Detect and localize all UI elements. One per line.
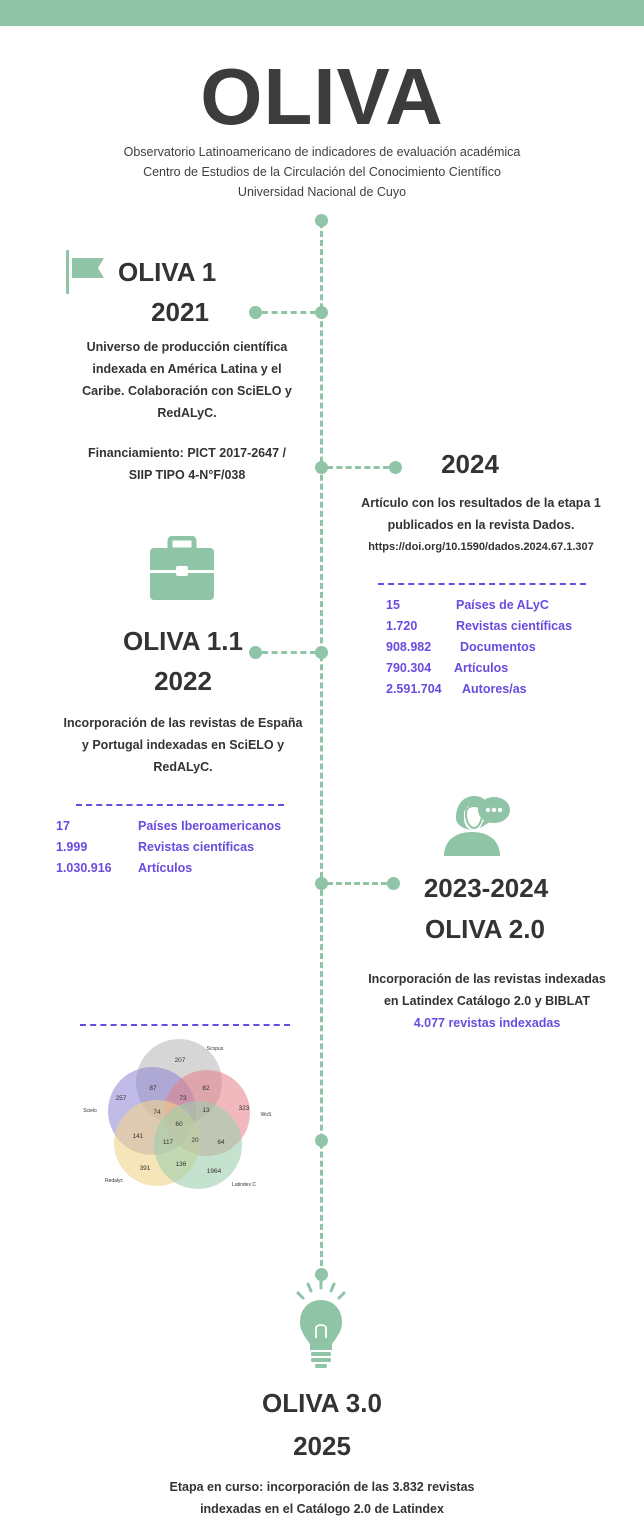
oliva1-fund-1: Financiamiento: PICT 2017-2647 / [88, 446, 286, 460]
stat-label: Revistas científicas [138, 840, 255, 854]
venn-label-scopus: Scopus [206, 1046, 224, 1052]
oliva1-desc-3: Caribe. Colaboración con SciELO y [82, 384, 292, 398]
venn-label-scielo: Scielo [83, 1108, 97, 1114]
subtitle-line-3: Universidad Nacional de Cuyo [237, 185, 407, 199]
venn-value: 323 [238, 1105, 250, 1112]
oliva11-stats [56, 819, 306, 882]
stat-num: 1.030.916 [56, 861, 112, 875]
stat-row [386, 682, 616, 703]
venn-value: 87 [149, 1085, 157, 1092]
top-bar [0, 0, 644, 26]
oliva1-desc-4: RedALyC. [157, 406, 217, 420]
stat-num: 17 [56, 819, 70, 833]
timeline-dot-start [315, 214, 328, 227]
oliva30-year: 2025 [293, 1431, 351, 1461]
subtitle-line-1: Observatorio Latinoamericano de indicadores de evaluación académica [123, 145, 521, 159]
venn-value: 74 [153, 1109, 161, 1116]
y2024-desc-1: Artículo con los resultados de la etapa 1 [361, 496, 601, 510]
oliva30-title: OLIVA 3.0 [262, 1388, 382, 1418]
venn-value: 117 [162, 1139, 174, 1146]
stat-row [386, 640, 616, 661]
oliva11-year: 2022 [154, 666, 212, 696]
oliva11-desc-3: RedALyC. [153, 760, 213, 774]
stat-label: Artículos [138, 861, 193, 875]
oliva11-desc-2: y Portugal indexadas en SciELO y [81, 738, 285, 752]
oliva11-description [38, 712, 328, 778]
connector-2022 [262, 651, 316, 654]
stat-num: 2.591.704 [386, 682, 442, 696]
stat-num: 790.304 [386, 661, 432, 675]
venn-value: 207 [174, 1057, 186, 1064]
venn-value: 141 [132, 1133, 144, 1140]
venn-value: 64 [217, 1139, 225, 1146]
year-2024: 2024 [441, 449, 499, 479]
stat-label: Países de ALyC [456, 598, 549, 612]
stat-num: 1.999 [56, 840, 88, 854]
venn-value: 136 [175, 1161, 187, 1168]
venn-label-redalyc: Redalyc [104, 1178, 124, 1184]
y2024-description [336, 492, 626, 558]
stat-num: 1.720 [386, 619, 418, 633]
oliva20-highlight: 4.077 revistas indexadas [413, 1016, 561, 1030]
oliva1-desc-1: Universo de producción científica [86, 340, 288, 354]
oliva11-title: OLIVA 1.1 [123, 626, 243, 656]
venn-label-wos: WoS [260, 1112, 272, 1118]
y2024-stats [386, 598, 616, 703]
subtitle-line-2: Centro de Estudios de la Circulación del Conocimiento Científico [143, 165, 501, 179]
divider-venn [80, 1024, 290, 1026]
timeline-dot-2022 [315, 646, 328, 659]
oliva30-description [142, 1476, 502, 1520]
venn-value: 391 [139, 1165, 151, 1172]
stat-label: Documentos [460, 640, 536, 654]
oliva30-desc-1: Etapa en curso: incorporación de las 3.832 revistas [169, 1480, 475, 1494]
y2024-desc-2: publicados en la revista Dados. [387, 518, 575, 532]
venn-value: 82 [202, 1085, 210, 1092]
venn-value: 1964 [206, 1168, 222, 1175]
oliva1-funding [52, 442, 322, 486]
oliva20-description [338, 968, 636, 1034]
page-title: OLIVA [200, 52, 444, 141]
lightbulb-icon [292, 1278, 352, 1370]
stat-row [386, 619, 616, 640]
stat-row [56, 840, 306, 861]
divider-2022 [76, 804, 284, 806]
connector-dot-2021 [249, 306, 262, 319]
connector-dot-2023 [387, 877, 400, 890]
timeline-dot-venn [315, 1134, 328, 1147]
oliva20-title: OLIVA 2.0 [425, 914, 545, 944]
stat-num: 908.982 [386, 640, 432, 654]
stat-row [386, 598, 616, 619]
oliva1-fund-2: SIIP TIPO 4-N°F/038 [128, 468, 246, 482]
oliva1-desc-2: indexada en América Latina y el [92, 362, 282, 376]
stat-label: Artículos [454, 661, 509, 675]
flag-icon [64, 248, 108, 296]
venn-value: 13 [202, 1107, 210, 1114]
user-chat-icon [442, 792, 512, 858]
connector-2021 [262, 311, 316, 314]
y2024-doi: https://doi.org/10.1590/dados.2024.67.1.307 [368, 541, 594, 553]
connector-2024 [327, 466, 389, 469]
connector-2023 [327, 882, 387, 885]
oliva20-desc-1: Incorporación de las revistas indexadas [368, 972, 606, 986]
oliva11-desc-1: Incorporación de las revistas de España [63, 716, 303, 730]
oliva1-description [52, 336, 322, 424]
venn-value: 20 [191, 1137, 199, 1144]
divider-2024 [378, 583, 586, 585]
stat-row [56, 861, 306, 882]
stat-row [386, 661, 616, 682]
connector-dot-2024 [389, 461, 402, 474]
stat-label: Revistas científicas [456, 619, 573, 633]
oliva20-years: 2023-2024 [423, 873, 549, 903]
stat-label: Países Iberoamericanos [138, 819, 282, 833]
venn-value: 60 [175, 1121, 183, 1128]
oliva20-desc-2: en Latindex Catálogo 2.0 y BIBLAT [383, 994, 591, 1008]
timeline-dot-2021 [315, 306, 328, 319]
briefcase-icon [148, 536, 216, 602]
oliva1-year: 2021 [151, 297, 209, 327]
stat-num: 15 [386, 598, 400, 612]
stat-label: Autores/as [462, 682, 527, 696]
venn-label-latindex: Latindex C [232, 1182, 256, 1188]
oliva1-title: OLIVA 1 [118, 257, 217, 287]
stat-row [56, 819, 306, 840]
venn-diagram [78, 1036, 278, 1200]
venn-value: 257 [115, 1095, 127, 1102]
venn-value: 73 [179, 1095, 187, 1102]
oliva30-desc-2: indexadas en el Catálogo 2.0 de Latindex [200, 1502, 444, 1516]
